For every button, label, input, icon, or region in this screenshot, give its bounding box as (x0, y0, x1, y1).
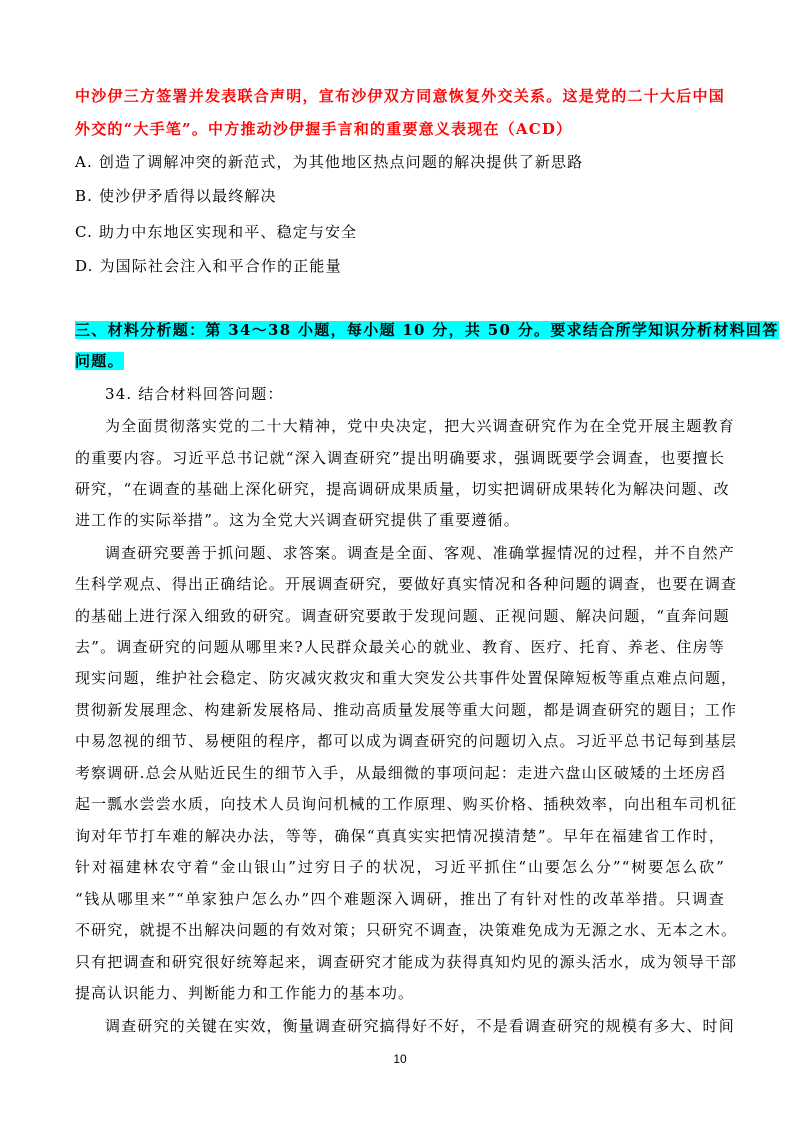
section-heading-text-1: 三、材料分析题：第 34～38 小题，每小题 10 分，共 50 分。要求结合所学知识分析材料回答 (75, 321, 779, 339)
paragraph2-line: 现实问题，维护社会稳定、防灾减灾救灾和重大突发公共事件处置保障短板等重点难点问题， (75, 669, 738, 687)
paragraph2-line: 中易忽视的细节、易梗阻的程序，都可以成为调查研究的问题切入点。习近平总书记每到基层 (75, 732, 738, 750)
paragraph2-line: “钱从哪里来”“单家独户怎么办”四个难题深入调研，推出了有针对性的改革举措。只调查 (75, 890, 725, 908)
paragraph1-line: 为全面贯彻落实党的二十大精神，党中央决定，把大兴调查研究作为在全党开展主题教育 (105, 417, 735, 435)
paragraph2-line: 询对年节打车难的解决办法，等等，确保“真真实实把情况摸清楚”。早年在福建省工作时， (75, 827, 725, 845)
paragraph2-line: 贯彻新发展理念、构建新发展格局、推动高质量发展等重大问题，都是调查研究的题目；工作 (75, 701, 738, 719)
page-number: 10 (393, 1052, 407, 1066)
paragraph2-line: 调查研究要善于抓问题、求答案。调查是全面、客观、准确掌握情况的过程，并不自然产 (105, 544, 735, 562)
paragraph1-line: 研究，“在调查的基础上深化研究，提高调研成果质量，切实把调研成果转化为解决问题、改 (75, 480, 730, 498)
section-heading-line-1 (75, 320, 779, 340)
paragraph2-line: 考察调研.总会从贴近民生的细节入手，从最细微的事项问起：走进六盘山区破矮的土坯房舀 (75, 764, 727, 782)
paragraph2-line: 的基础上进行深入细致的研究。调查研究要敢于发现问题、正视问题、解决问题，“直奔问题 (75, 607, 730, 625)
section-heading-text-2: 问题。 (75, 352, 124, 370)
paragraph2-line: 起一瓢水尝尝水质，向技术人员询问机械的工作原理、购买价格、插秧效率，向出租车司机征 (75, 795, 738, 813)
question-34-title: 34. 结合材料回答问题： (105, 385, 284, 403)
paragraph2-line: 去”。调查研究的问题从哪里来?人民群众最关心的就业、教育、医疗、托育、养老、住房等 (75, 638, 725, 656)
paragraph2-line: 不研究，就提不出解决问题的有效对策；只研究不调查，决策难免成为无源之水、无本之木。 (75, 921, 738, 939)
paragraph2-line: 只有把调查和研究很好统筹起来，调查研究才能成为获得真知灼见的源头活水，成为领导干部 (75, 953, 738, 971)
paragraph2-line: 针对福建林农守着“金山银山”过穷日子的状况，习近平抓住“山要怎么分”“树要怎么砍” (75, 858, 725, 876)
paragraph2-line: 生科学观点、得出正确结论。开展调查研究，要做好真实情况和各种问题的调查，也要在调查 (75, 575, 738, 593)
option-c: C. 助力中东地区实现和平、稳定与安全 (75, 223, 358, 241)
question-stem-line-2: 外交的“大手笔”。中方推动沙伊握手言和的重要意义表现在（ACD） (75, 120, 573, 138)
paragraph2-line: 提高认识能力、判断能力和工作能力的基本功。 (75, 984, 415, 1002)
question-stem-line-1: 中沙伊三方签署并发表联合声明，宣布沙伊双方同意恢复外交关系。这是党的二十大后中国 (75, 87, 725, 105)
section-heading-line-2 (75, 351, 725, 371)
paragraph1-line: 进工作的实际举措”。这为全党大兴调查研究提供了重要遵循。 (75, 511, 520, 529)
paragraph3-line: 调查研究的关键在实效，衡量调查研究搞得好不好，不是看调查研究的规模有多大、时间 (105, 1017, 735, 1035)
option-a: A. 创造了调解冲突的新范式，为其他地区热点问题的解决提供了新思路 (75, 153, 584, 171)
paragraph1-line: 的重要内容。习近平总书记就“深入调查研究”提出明确要求，强调既要学会调查，也要擅长 (75, 449, 725, 467)
option-b: B. 使沙伊矛盾得以最终解决 (75, 187, 277, 205)
option-d: D. 为国际社会注入和平合作的正能量 (75, 257, 342, 275)
